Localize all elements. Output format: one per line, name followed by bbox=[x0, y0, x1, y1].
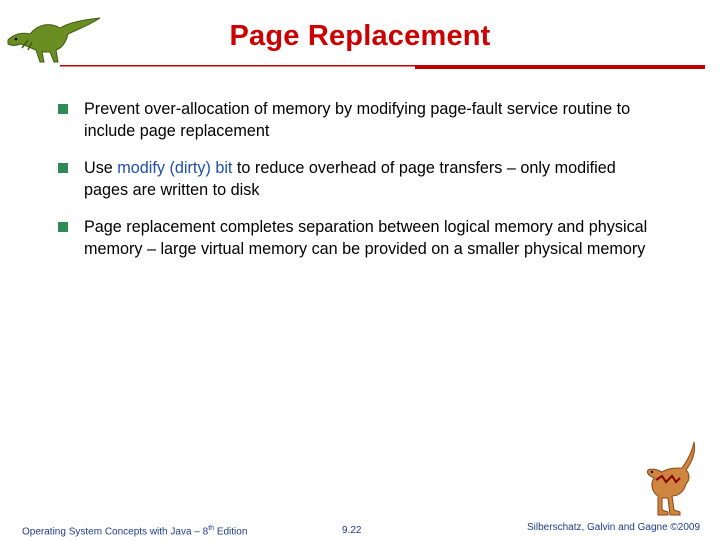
highlight-term: modify (dirty) bit bbox=[117, 159, 233, 177]
footer-book-title bbox=[22, 525, 247, 537]
bullet-text-pre: Use bbox=[84, 159, 118, 177]
footer-book-title-text: Operating System Concepts with Java – 8 bbox=[22, 526, 209, 538]
title-underline bbox=[60, 63, 705, 69]
bullet-text-post: to reduce overhead of page transfers – only modified pages are written to disk bbox=[84, 159, 616, 199]
footer-copyright: Silberschatz, Galvin and Gagne ©2009 bbox=[527, 522, 701, 533]
dinosaur-mascot-icon bbox=[636, 440, 706, 520]
square-bullet-icon bbox=[58, 222, 68, 232]
bullet-item bbox=[56, 98, 656, 142]
square-bullet-icon bbox=[58, 104, 68, 114]
square-bullet-icon bbox=[58, 163, 68, 173]
bullet-text: Prevent over-allocation of memory by modifying page-fault service routine to include page replacement bbox=[84, 100, 631, 140]
bullet-item bbox=[56, 157, 656, 201]
bullet-text: Page replacement completes separation between logical memory and physical memory – large virtual memory can be provided on a smaller physical memory bbox=[84, 218, 648, 258]
footer-page-number: 9.22 bbox=[342, 525, 362, 536]
footer-edition-sup: th bbox=[208, 525, 215, 532]
bullet-list bbox=[56, 98, 656, 275]
bullet-item bbox=[56, 216, 656, 260]
footer-edition-text: Edition bbox=[214, 526, 248, 538]
page-title: Page Replacement bbox=[229, 20, 491, 52]
